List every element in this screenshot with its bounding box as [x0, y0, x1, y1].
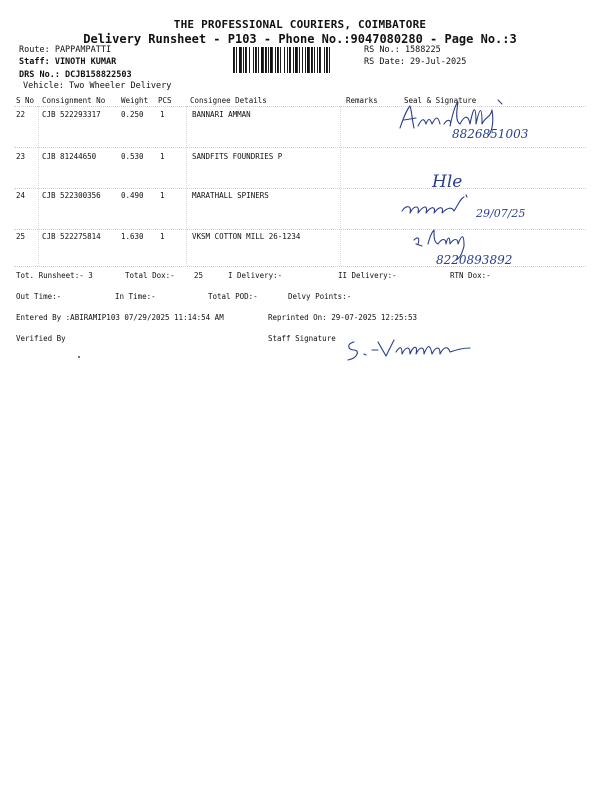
barcode-bar	[302, 47, 303, 73]
barcode-bar	[261, 47, 264, 73]
reprinted-on: Reprinted On: 29-07-2025 12:25:53	[268, 313, 418, 322]
barcode-bar	[307, 47, 310, 73]
barcode-bar	[255, 47, 257, 73]
barcode-bar	[270, 47, 273, 73]
column-divider	[38, 106, 39, 266]
barcode-bar	[314, 47, 315, 73]
row-weight: 0.530	[121, 152, 144, 161]
vehicle-label: Vehicle: Two Wheeler Delivery	[23, 81, 172, 91]
barcode-bar	[319, 47, 321, 73]
barcode-bar	[268, 47, 269, 73]
row-consignment: CJB 81244650	[42, 152, 97, 161]
col-header-signature: Seal & Signature	[404, 96, 477, 105]
barcode-bar	[317, 47, 318, 73]
handwritten-mark-row-24: Hle	[432, 172, 463, 192]
row-weight: 0.250	[121, 110, 144, 119]
column-divider	[340, 106, 341, 266]
col-header-consignee: Consignee Details	[190, 96, 267, 105]
drs-number: DRS No.: DCJB158822503	[19, 70, 132, 80]
signature-row-22	[394, 96, 584, 142]
runsheet-title: Delivery Runsheet - P103 - Phone No.:9047080280 - Page No.:3	[83, 32, 517, 46]
barcode-bar	[236, 47, 237, 73]
tot-runsheet: Tot. Runsheet:- 3	[16, 271, 93, 280]
row-weight: 1.630	[121, 232, 144, 241]
barcode-bar	[277, 47, 279, 73]
row-pcs: 1	[160, 232, 165, 241]
row-consignee: VKSM COTTON MILL 26-1234	[192, 232, 301, 241]
in-time: In Time:-	[115, 292, 156, 301]
barcode-bar	[287, 47, 288, 73]
total-pod: Total POD:-	[208, 292, 258, 301]
row-pcs: 1	[160, 191, 165, 200]
out-time: Out Time:-	[16, 292, 62, 301]
row-weight: 0.490	[121, 191, 144, 200]
barcode-bar	[249, 47, 250, 73]
col-header-remarks: Remarks	[346, 96, 378, 105]
barcode-bar	[258, 47, 259, 73]
row-pcs: 1	[160, 110, 165, 119]
total-dox-label: Total Dox:-	[125, 271, 175, 280]
signature-row-25	[410, 228, 550, 272]
barcode-image	[232, 47, 357, 73]
scan-speck	[78, 356, 80, 358]
row-sno: 24	[16, 191, 26, 200]
route-label: Route: PAPPAMPATTI	[19, 45, 112, 55]
rs-number: RS No.: 1588225	[364, 45, 441, 55]
col-header-consignment: Consignment No	[42, 96, 106, 105]
col-header-sno: S No	[16, 96, 35, 105]
row-consignment: CJB 522293317	[42, 110, 101, 119]
staff-signature-label: Staff Signature	[268, 334, 336, 343]
row-consignment: CJB 522275814	[42, 232, 101, 241]
barcode-bar	[243, 47, 244, 73]
barcode-bar	[326, 47, 328, 73]
rs-date: RS Date: 29-Jul-2025	[364, 57, 467, 67]
handwritten-phone-row-25: 8220893892	[436, 253, 513, 267]
barcode-bar	[253, 47, 254, 73]
ii-delivery: II Delivery:-	[338, 271, 397, 280]
total-dox-value: 25	[194, 271, 204, 280]
row-consignment: CJB 522300356	[42, 191, 101, 200]
staff-label: Staff: VINOTH KUMAR	[19, 57, 117, 67]
handwritten-date-row-24: 29/07/25	[476, 207, 526, 220]
barcode-bar	[280, 47, 281, 73]
barcode-bar	[295, 47, 298, 73]
barcode-bar	[275, 47, 276, 73]
rtn-dox: RTN Dox:-	[450, 271, 491, 280]
row-sno: 23	[16, 152, 26, 161]
row-sno: 25	[16, 232, 26, 241]
i-delivery: I Delivery:-	[228, 271, 283, 280]
barcode-bar	[265, 47, 267, 73]
row-consignee: BANNARI AMMAN	[192, 110, 251, 119]
signature-row-24	[396, 165, 576, 233]
row-consignee: SANDFITS FOUNDRIES P	[192, 152, 283, 161]
barcode-bar	[305, 47, 306, 73]
barcode-bar	[311, 47, 313, 73]
barcode-bar	[284, 47, 285, 73]
row-sno: 22	[16, 110, 26, 119]
company-title: THE PROFESSIONAL COURIERS, COIMBATORE	[173, 18, 427, 31]
column-divider	[186, 106, 187, 266]
barcode-bar	[245, 47, 247, 73]
entered-by: Entered By :ABIRAMIP103 07/29/2025 11:14:54 AM	[16, 313, 224, 322]
barcode-bar	[289, 47, 291, 73]
row-consignee: MARATHALL SPINERS	[192, 191, 269, 200]
table-rule	[14, 147, 586, 148]
barcode-bar	[233, 47, 235, 73]
delvy-points: Delvy Points:-	[288, 292, 352, 301]
staff-signature	[344, 334, 478, 364]
barcode-bar	[239, 47, 242, 73]
verified-by: Verified By	[16, 334, 66, 343]
col-header-weight: Weight	[121, 96, 149, 105]
col-header-pcs: PCS	[158, 96, 172, 105]
barcode-bar	[293, 47, 294, 73]
barcode-bar	[329, 47, 330, 73]
barcode-bar	[299, 47, 300, 73]
barcode-bar	[324, 47, 325, 73]
row-pcs: 1	[160, 152, 165, 161]
handwritten-phone-row-22: 8826851003	[452, 127, 529, 141]
